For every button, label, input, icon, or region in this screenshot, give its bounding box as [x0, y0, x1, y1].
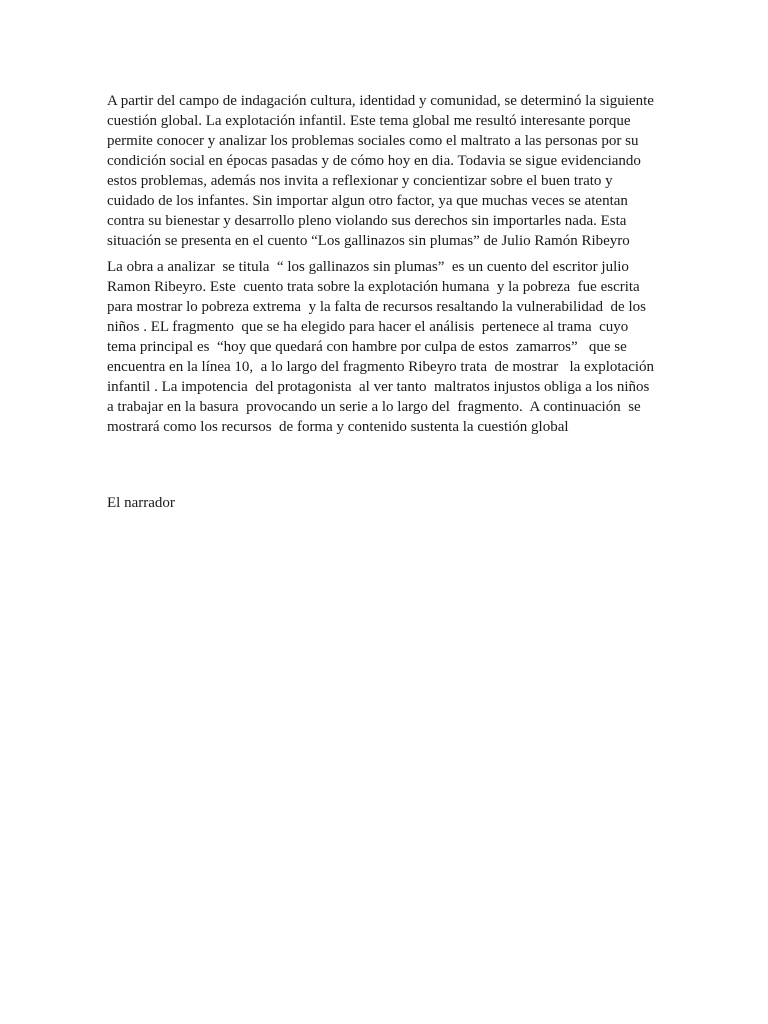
section-heading: El narrador: [107, 495, 175, 511]
text-line: situación se presenta en el cuento “Los gallinazos sin plumas” de Julio Ramón Ribeyro: [107, 233, 630, 249]
text-line: contra su bienestar y desarrollo pleno violando sus derechos sin importarles nada. Esta: [107, 213, 627, 229]
text-line: permite conocer y analizar los problemas sociales como el maltrato a las personas por su: [107, 133, 639, 149]
text-line: mostrará como los recursos de forma y contenido sustenta la cuestión global: [107, 419, 569, 435]
text-line: condición social en épocas pasadas y de cómo hoy en dia. Todavia se sigue evidenciando: [107, 153, 641, 169]
paragraph-intro: [107, 91, 667, 251]
text-line: niños . EL fragmento que se ha elegido para hacer el análisis pertenece al trama cuyo: [107, 319, 629, 335]
text-line: infantil . La impotencia del protagonista al ver tanto maltratos injustos obliga a los niños: [107, 379, 650, 395]
text-line: cuestión global. La explotación infantil. Este tema global me resultó interesante porque: [107, 113, 631, 129]
text-line: tema principal es “hoy que quedará con hambre por culpa de estos zamarros” que se: [107, 339, 627, 355]
text-line: cuidado de los infantes. Sin importar algun otro factor, ya que muchas veces se atentan: [107, 193, 628, 209]
text-line: A partir del campo de indagación cultura, identidad y comunidad, se determinó la siguiente: [107, 93, 654, 109]
text-line: estos problemas, además nos invita a reflexionar y concientizar sobre el buen trato y: [107, 173, 613, 189]
document-body: [107, 91, 667, 437]
text-line: La obra a analizar se titula “ los gallinazos sin plumas” es un cuento del escritor julio: [107, 259, 629, 275]
text-line: Ramon Ribeyro. Este cuento trata sobre la explotación humana y la pobreza fue escrita: [107, 279, 640, 295]
text-line: encuentra en la línea 10, a lo largo del fragmento Ribeyro trata de mostrar la explotación: [107, 359, 655, 375]
paragraph-analysis: [107, 257, 667, 437]
text-line: a trabajar en la basura provocando un serie a lo largo del fragmento. A continuación se: [107, 399, 641, 415]
text-line: para mostrar lo pobreza extrema y la falta de recursos resaltando la vulnerabilidad de los: [107, 299, 646, 315]
